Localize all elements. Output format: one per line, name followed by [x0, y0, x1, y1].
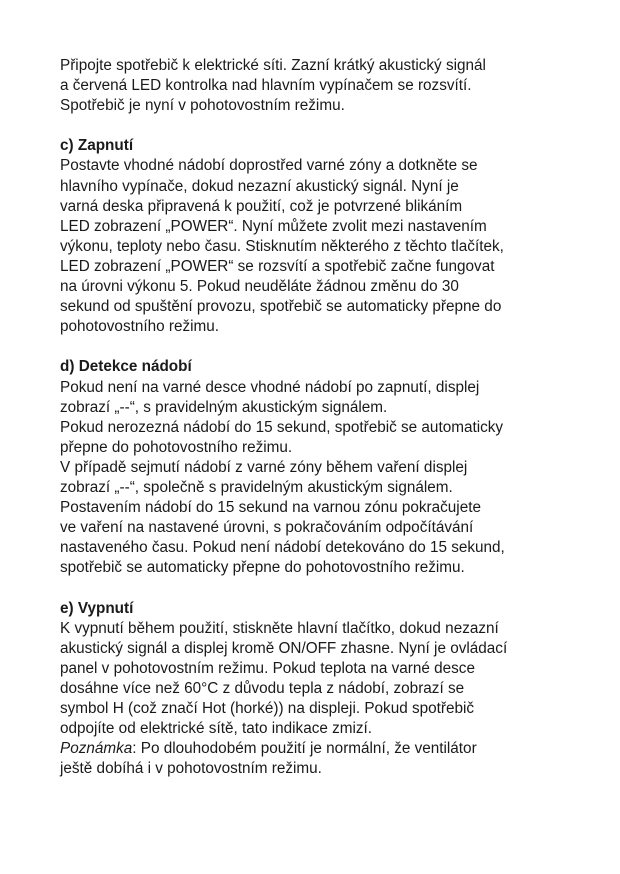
text-line: pohotovostního režimu. [60, 318, 220, 336]
text-line: Postavte vhodné nádobí doprostřed varné zóny a dotkněte se [60, 157, 478, 175]
text-line: ještě dobíhá i v pohotovostním režimu. [60, 760, 322, 778]
text-line: varná deska připravená k použití, což je potvrzené blikáním [60, 197, 463, 215]
text-line: panel v pohotovostním režimu. Pokud teplota na varné desce [60, 659, 475, 677]
intro-paragraph [60, 56, 560, 116]
text-line: Spotřebič je nyní v pohotovostním režimu. [60, 97, 345, 115]
paragraph-gap [60, 116, 560, 136]
text-line: symbol H (což značí Hot (horké)) na displeji. Pokud spotřebič [60, 700, 475, 717]
text-line: ve vaření na nastavené úrovni, s pokračováním odpočítávání [60, 519, 474, 537]
note-text: : Po dlouhodobém použití je normální, že ventilátor [132, 740, 477, 758]
text-line: výkonu, teploty nebo času. Stisknutím některého z těchto tlačítek, [60, 237, 504, 255]
text-line: akustický signál a displej kromě ON/OFF zhasne. Nyní je ovládací [60, 639, 508, 657]
text-line: K vypnutí během použití, stiskněte hlavní tlačítko, dokud nezazní [60, 619, 499, 637]
text-line: odpojíte od elektrické sítě, tato indikace zmizí. [60, 720, 373, 738]
text-line: přepne do pohotovostního režimu. [60, 438, 293, 456]
text-line: na úrovni výkonu 5. Pokud neuděláte žádnou změnu do 30 [60, 278, 459, 296]
note-label: Poznámka [60, 740, 133, 758]
text-line: sekund od spuštění provozu, spotřebič se automaticky přepne do [60, 298, 502, 316]
section-d [60, 357, 560, 578]
section-heading: d) Detekce nádobí [60, 358, 192, 376]
text-line: a červená LED kontrolka nad hlavním vypínačem se rozsvítí. [60, 77, 472, 95]
text-line: nastaveného času. Pokud není nádobí detekováno do 15 sekund, [60, 539, 505, 557]
section-c [60, 136, 560, 337]
text-line: dosáhne více než 60°C z důvodu tepla z nádobí, zobrazí se [60, 679, 465, 697]
text-line: Pokud není na varné desce vhodné nádobí po zapnutí, displej [60, 378, 480, 396]
text-line: V případě sejmutí nádobí z varné zóny během vaření displej [60, 458, 468, 476]
section-e [60, 599, 560, 780]
section-heading: e) Vypnutí [60, 599, 134, 617]
text-line: zobrazí „--“, s pravidelným akustickým signálem. [60, 398, 388, 416]
text-line: zobrazí „--“, společně s pravidelným akustickým signálem. [60, 478, 453, 496]
text-line: Připojte spotřebič k elektrické síti. Zazní krátký akustický signál [60, 57, 486, 74]
text-line: LED zobrazení „POWER“ se rozsvítí a spotřebič začne fungovat [60, 257, 495, 275]
paragraph-gap [60, 578, 560, 598]
section-heading: c) Zapnutí [60, 137, 134, 155]
text-line: Postavením nádobí do 15 sekund na varnou zónu pokračujete [60, 499, 481, 517]
text-line: LED zobrazení „POWER“. Nyní můžete zvolit mezi nastavením [60, 217, 487, 235]
text-line: Pokud nerozezná nádobí do 15 sekund, spotřebič se automaticky [60, 418, 504, 436]
text-line: hlavního vypínače, dokud nezazní akustický signál. Nyní je [60, 177, 459, 195]
paragraph-gap [60, 337, 560, 357]
document-page [60, 56, 560, 779]
note-line [60, 739, 560, 759]
text-line: spotřebič se automaticky přepne do pohotovostního režimu. [60, 559, 465, 577]
